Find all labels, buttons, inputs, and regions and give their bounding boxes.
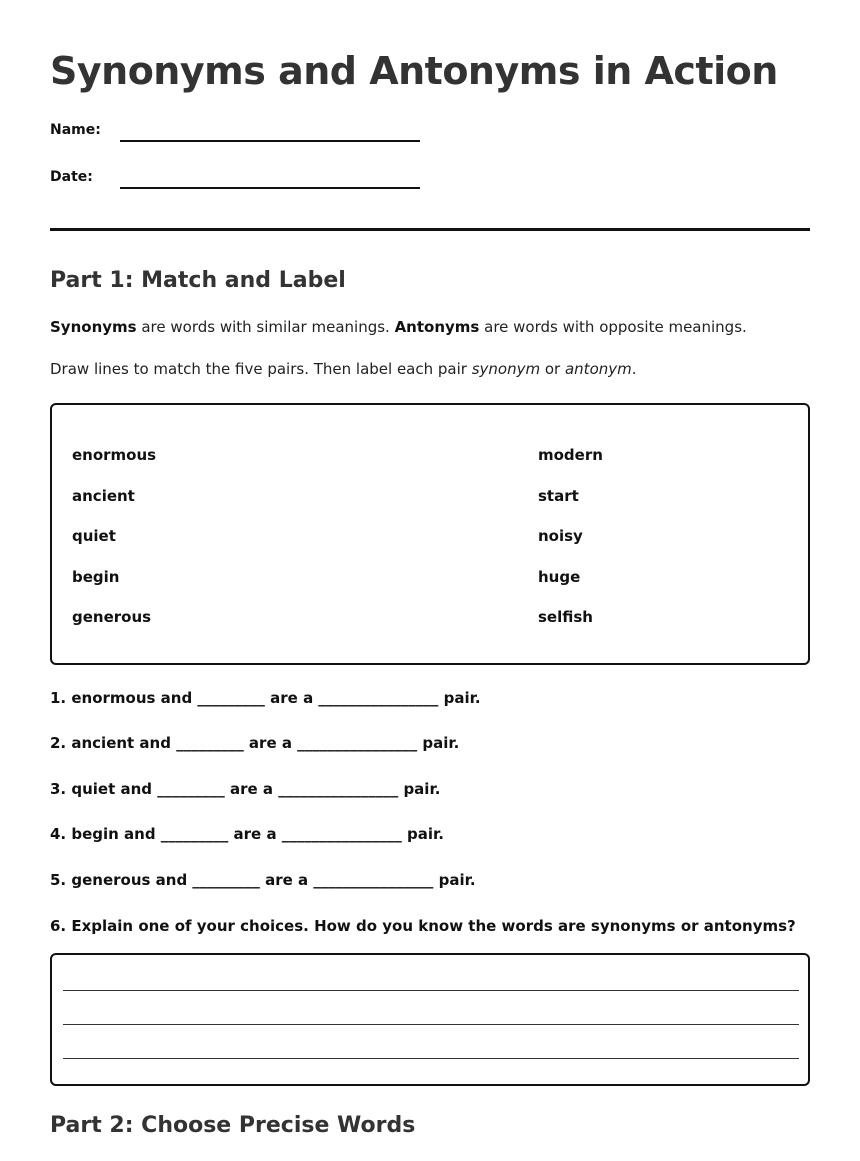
antonym-option: antonym [564,360,632,378]
header-divider [50,228,810,231]
right-word: modern [538,446,603,464]
answer-line[interactable] [63,1058,799,1059]
right-word: start [538,486,579,505]
answer-line[interactable] [63,1024,799,1025]
definition-text [50,318,747,336]
instruction-lead: Draw lines to match the five pairs. Then label each pair [50,360,472,378]
antonyms-definition: are words with opposite meanings. [479,318,747,336]
part1-heading: Part 1: Match and Label [50,268,346,293]
right-word: noisy [538,527,583,545]
date-label: Date: [50,169,93,185]
question-5: 5. generous and _________ are a ________________ pair. [50,871,476,889]
question-6: 6. Explain one of your choices. How do you know the words are synonyms or antonyms? [50,917,796,935]
antonyms-term: Antonyms [394,318,480,336]
left-word: quiet [72,527,116,545]
left-word: ancient [72,486,135,505]
left-word: enormous [72,446,157,464]
synonym-option: synonym [471,360,541,378]
left-word: begin [72,567,120,586]
instruction-joiner: or [540,360,565,378]
matching-box[interactable] [50,403,810,665]
question-4: 4. begin and _________ are a ________________ pair. [50,825,444,843]
right-word-column [538,443,603,646]
question-3: 3. quiet and _________ are a ________________ pair. [50,780,441,798]
date-line[interactable] [120,187,420,189]
question-1: 1. enormous and _________ are a ________________ pair. [50,689,481,707]
synonyms-definition: are words with similar meanings. [136,318,395,336]
instruction-text [50,360,637,378]
date-field[interactable] [50,169,420,195]
part2-heading: Part 2: Choose Precise Words [50,1113,416,1138]
answer-line[interactable] [63,990,799,991]
question-2: 2. ancient and _________ are a ________________ pair. [50,734,460,752]
name-field[interactable] [50,122,420,148]
page-title: Synonyms and Antonyms in Action [50,49,778,93]
instruction-end: . [631,360,637,378]
right-word: selfish [538,608,593,626]
right-word: huge [538,567,581,586]
left-word: generous [72,608,152,626]
name-line[interactable] [120,140,420,142]
explanation-answer-box[interactable] [50,953,810,1086]
name-label: Name: [50,122,101,138]
synonyms-term: Synonyms [50,318,137,336]
left-word-column [72,443,156,646]
